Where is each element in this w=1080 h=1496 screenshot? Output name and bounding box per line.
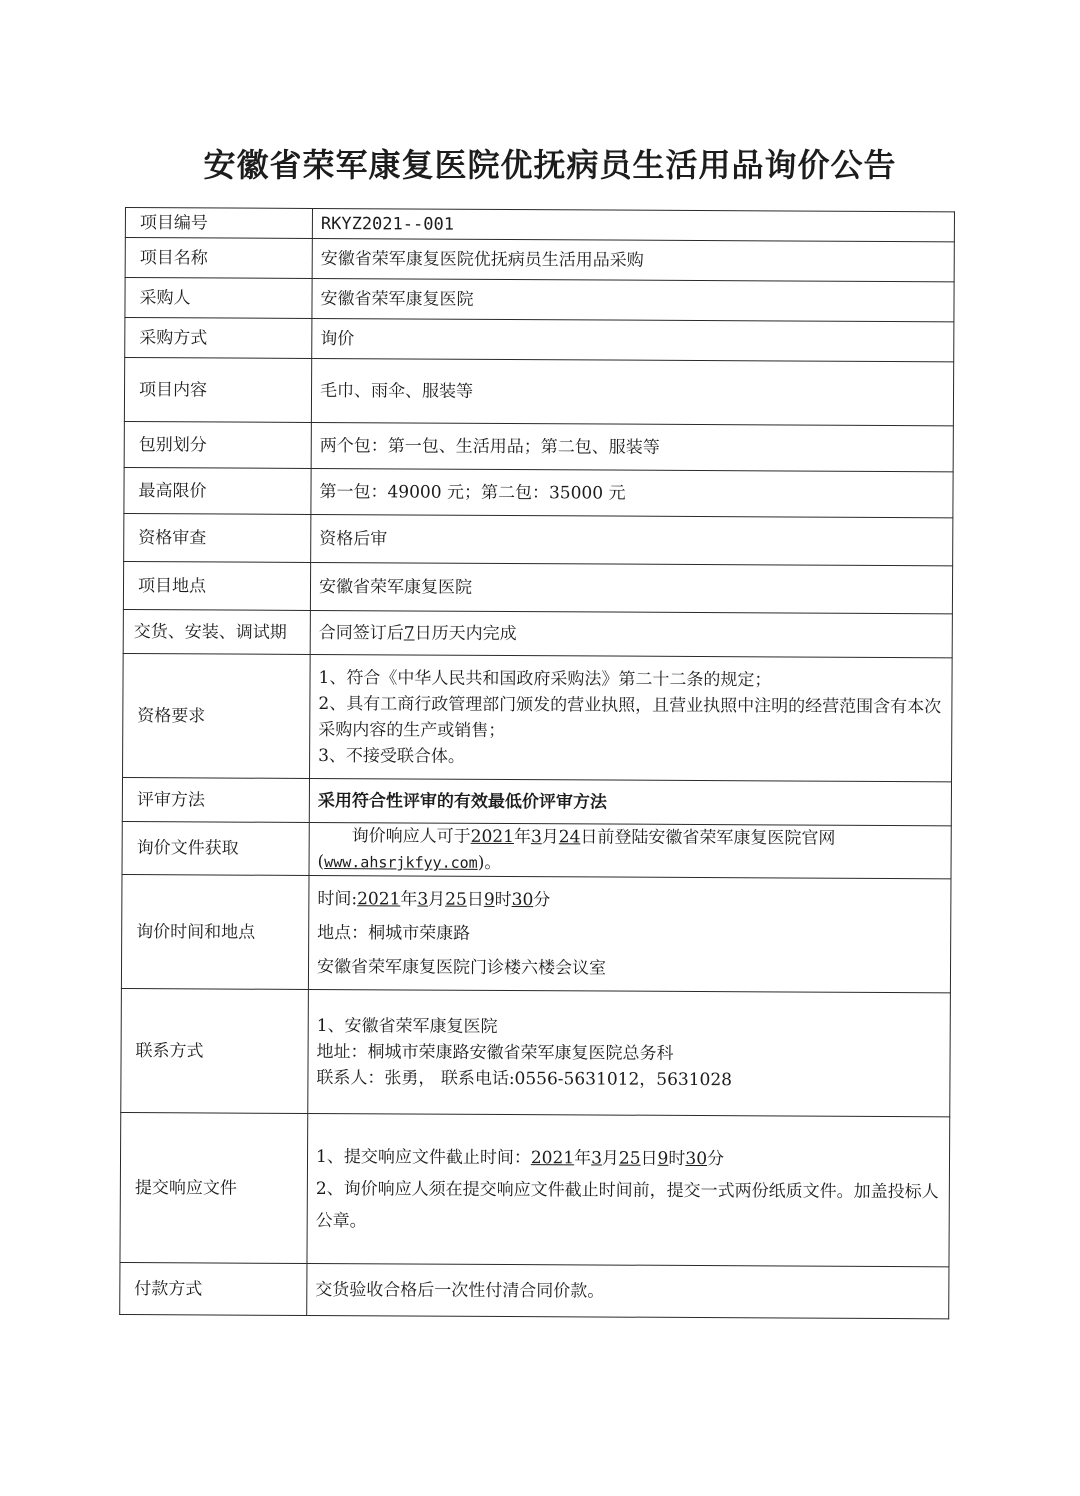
label-project-no: 项目编号 (125, 208, 312, 239)
place-line-2: 安徽省荣军康复医院门诊楼六楼会议室 (316, 956, 607, 979)
time-minute: 30 (511, 889, 534, 910)
label-review-method: 评审方法 (122, 777, 309, 822)
doc-obtain-month: 3 (530, 827, 542, 848)
label-requirements: 资格要求 (123, 653, 311, 778)
row-content (124, 358, 953, 426)
label-payment: 付款方式 (120, 1262, 307, 1315)
time-month: 3 (417, 889, 429, 910)
value-packages: 两个包：第一包、生活用品；第二包、服装等 (311, 422, 953, 471)
label-contact: 联系方式 (121, 988, 309, 1113)
delivery-pre: 合同签订后 (318, 622, 404, 643)
doc-obtain-text-1: 询价响应人可于 (351, 826, 471, 847)
row-qualification-review (124, 513, 953, 565)
label-location: 项目地点 (123, 561, 310, 610)
requirement-line-1: 1、符合《中华人民共和国政府采购法》第二十二条的规定； (318, 667, 772, 690)
submit-hour: 9 (657, 1148, 669, 1169)
submit-month: 3 (591, 1147, 603, 1169)
label-delivery: 交货、安装、调试期 (123, 609, 310, 654)
label-purchaser: 采购人 (125, 278, 312, 319)
time-hour-unit: 时 (494, 889, 512, 910)
row-method (125, 318, 954, 362)
submit-line-2: 2、询价响应人须在提交响应文件截止时间前，提交一式两份纸质文件。加盖投标人公章。 (315, 1178, 939, 1231)
row-location (123, 561, 952, 613)
value-submit (307, 1113, 950, 1266)
time-year-unit: 年 (400, 888, 418, 910)
row-time-place (121, 874, 951, 992)
row-delivery (123, 609, 952, 657)
label-project-name: 项目名称 (125, 238, 312, 279)
submit-day: 25 (618, 1148, 641, 1169)
requirement-line-3: 3、不接受联合体。 (318, 745, 466, 767)
row-project-no (125, 208, 954, 242)
label-doc-obtain: 询价文件获取 (122, 821, 309, 875)
contact-line-1: 1、安徽省荣军康复医院 (316, 1015, 498, 1037)
row-contact (121, 988, 951, 1116)
requirement-line-2: 2、具有工商行政管理部门颁发的营业执照，且营业执照中注明的经营范围含有本次采购内容的生产或销售； (318, 693, 942, 741)
value-review-method: 采用符合性评审的有效最低价评审方法 (309, 778, 951, 825)
doc-obtain-year: 2021 (470, 826, 515, 848)
value-delivery (310, 610, 952, 657)
label-max-price: 最高限价 (124, 467, 311, 514)
contact-line-2: 地址：桐城市荣康路安徽省荣军康复医院总务科 (316, 1041, 674, 1064)
hospital-website-link[interactable]: www.ahsrjkfyy.com (324, 853, 478, 872)
doc-obtain-text-3: 月 (541, 827, 559, 848)
notice-table (119, 207, 955, 1319)
value-content: 毛巾、雨伞、服装等 (311, 358, 953, 425)
row-doc-obtain (122, 821, 951, 878)
label-content: 项目内容 (124, 358, 311, 423)
delivery-days: 7 (403, 622, 415, 644)
row-requirements (123, 653, 953, 781)
value-contact (308, 989, 951, 1116)
label-time-place: 询价时间和地点 (121, 874, 309, 989)
doc-obtain-text-4: 日前登陆安徽省荣军康复医院官网( (317, 827, 836, 873)
row-submit (120, 1112, 950, 1266)
value-method: 询价 (312, 318, 954, 361)
time-label: 时间: (317, 888, 358, 909)
value-project-name: 安徽省荣军康复医院优抚病员生活用品采购 (312, 238, 954, 281)
submit-minute: 30 (685, 1148, 708, 1169)
delivery-post: 日历天内完成 (414, 623, 517, 644)
submit-year: 2021 (530, 1147, 575, 1168)
page-title: 安徽省荣军康复医院优抚病员生活用品询价公告 (203, 146, 897, 184)
label-submit: 提交响应文件 (120, 1112, 308, 1263)
place-line-1: 地点：桐城市荣康路 (317, 922, 471, 944)
time-day-unit: 日 (466, 889, 484, 910)
row-payment (120, 1262, 949, 1318)
doc-obtain-day: 24 (558, 827, 581, 848)
value-purchaser: 安徽省荣军康复医院 (312, 278, 954, 321)
submit-text-1: 1、提交响应文件截止时间： (315, 1146, 531, 1168)
label-method: 采购方式 (125, 318, 312, 359)
doc-obtain-text-5: )。 (477, 852, 502, 873)
row-packages (124, 421, 953, 471)
value-max-price: 第一包：49000 元；第二包：35000 元 (311, 468, 953, 517)
submit-year-unit: 年 (574, 1147, 592, 1168)
submit-line-1 (316, 1141, 941, 1176)
row-purchaser (125, 278, 954, 322)
time-year: 2021 (357, 888, 401, 909)
time-hour: 9 (483, 889, 495, 910)
row-review-method (122, 777, 951, 825)
time-line (317, 882, 942, 919)
value-requirements (310, 654, 953, 781)
contact-line-3: 联系人：张勇， 联系电话:0556-5631012，5631028 (316, 1067, 733, 1090)
label-packages: 包别划分 (124, 421, 311, 468)
value-doc-obtain (309, 822, 951, 878)
submit-minute-unit: 分 (707, 1148, 725, 1169)
doc-obtain-text-2: 年 (513, 827, 532, 848)
submit-month-unit: 月 (601, 1148, 620, 1169)
row-max-price (124, 467, 953, 517)
time-minute-unit: 分 (533, 889, 551, 910)
value-project-no: RKYZ2021--001 (312, 208, 954, 241)
time-day: 25 (445, 889, 467, 910)
value-time-place (308, 875, 951, 992)
value-qualification-review: 资格后审 (311, 514, 953, 565)
time-month-unit: 月 (428, 889, 446, 910)
value-payment: 交货验收合格后一次性付清合同价款。 (307, 1263, 949, 1318)
submit-day-unit: 日 (640, 1148, 658, 1169)
row-project-name (125, 238, 954, 282)
submit-hour-unit: 时 (668, 1148, 686, 1169)
value-location: 安徽省荣军康复医院 (310, 562, 952, 613)
label-qualification-review: 资格审查 (124, 513, 311, 562)
